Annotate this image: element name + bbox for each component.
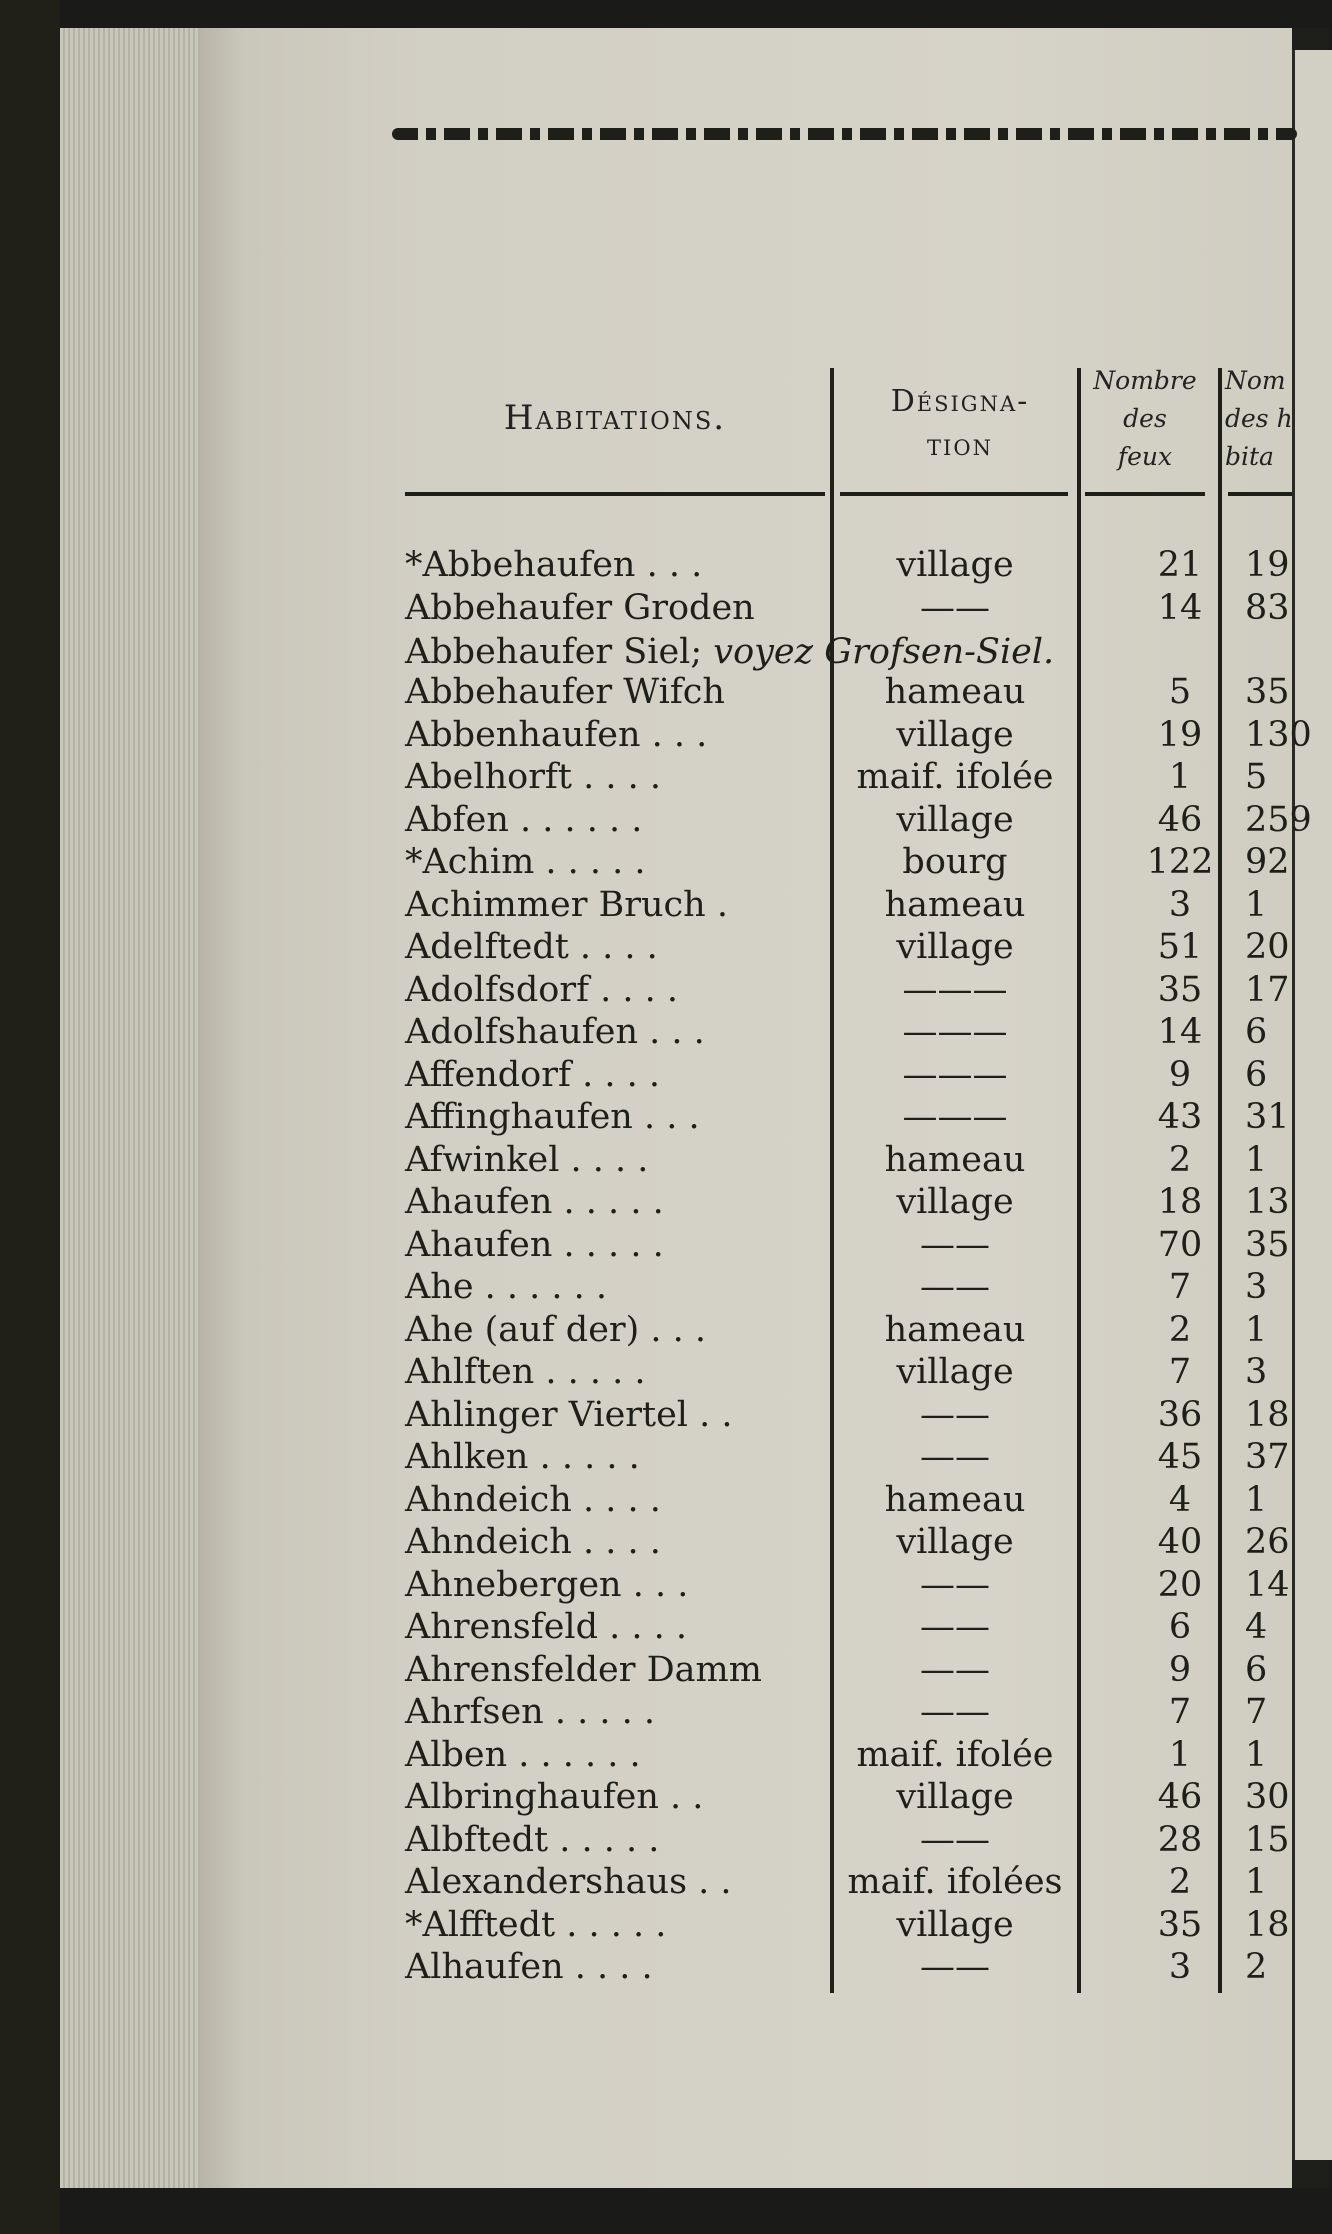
row-designation: village	[896, 799, 1014, 840]
row-designation: ——	[920, 1947, 990, 1987]
row-habitants: 6	[1245, 1054, 1268, 1095]
row-designation: ——	[920, 1607, 990, 1647]
row-designation: village	[896, 1777, 1014, 1817]
row-feux: 122	[1146, 842, 1214, 882]
row-name: Achimmer Bruch .	[405, 884, 728, 925]
row-habitants: 20	[1245, 927, 1290, 967]
table-row	[405, 1820, 1305, 1862]
row-feux: 51	[1157, 927, 1203, 967]
table-row	[405, 1650, 1305, 1692]
header-designation-line2: tion	[927, 428, 993, 463]
header-underline-3	[1085, 492, 1205, 496]
row-designation: village	[896, 714, 1014, 755]
row-designation: hameau	[884, 1479, 1026, 1520]
row-name: Ahrensfelder Damm	[405, 1649, 762, 1690]
row-habitants: 18	[1245, 1394, 1290, 1435]
table-row	[405, 1352, 1305, 1394]
row-feux: 1	[1168, 1734, 1192, 1775]
table-row	[405, 1947, 1305, 1989]
header-underline-4	[1228, 492, 1292, 496]
header-feux-line1: Nombre	[1093, 366, 1197, 395]
row-feux: 28	[1157, 1819, 1203, 1860]
row-habitants: 31	[1245, 1097, 1290, 1137]
table-row	[405, 1437, 1305, 1479]
row-name: Ahrensfeld . . . .	[405, 1607, 688, 1647]
row-habitants: 37	[1245, 1437, 1290, 1477]
row-habitants: 30	[1245, 1777, 1290, 1817]
table-row	[405, 1012, 1305, 1054]
row-feux: 40	[1157, 1522, 1203, 1562]
row-designation: hameau	[884, 1139, 1026, 1180]
row-name: Ahnebergen . . .	[405, 1564, 689, 1605]
table-row	[405, 1565, 1305, 1607]
row-name: Ahlften . . . . .	[405, 1352, 646, 1392]
row-feux: 2	[1168, 1862, 1192, 1902]
row-name: Ahaufen . . . . .	[405, 1182, 664, 1222]
table-row	[405, 1395, 1305, 1437]
row-feux: 4	[1168, 1479, 1192, 1520]
table-row	[405, 1777, 1305, 1819]
table-row	[405, 714, 1312, 757]
row-name: Ahlken . . . . .	[405, 1437, 640, 1477]
table-row	[405, 1310, 1305, 1352]
row-name: Albringhaufen . .	[405, 1777, 704, 1817]
table-row	[405, 757, 1305, 799]
row-feux: 36	[1157, 1394, 1203, 1435]
row-habitants: 19	[1245, 545, 1290, 585]
ornament-rule	[392, 128, 1297, 140]
row-name: Ahndeich . . . .	[405, 1479, 661, 1520]
table-row	[405, 1140, 1305, 1182]
header-feux-line3: feux	[1117, 442, 1173, 471]
row-designation: ———	[902, 1012, 1008, 1052]
row-designation: hameau	[884, 884, 1026, 925]
row-designation: village	[896, 1522, 1014, 1562]
row-designation: village	[896, 927, 1014, 967]
row-designation: ——	[920, 1267, 990, 1307]
table-row	[405, 1522, 1305, 1564]
row-name: Abbenhaufen . . .	[405, 714, 708, 755]
row-feux: 21	[1157, 545, 1203, 585]
header-hab-line1: Nom	[1225, 366, 1286, 395]
row-name: Abbehaufer Groden	[405, 587, 755, 628]
table-row	[405, 842, 1305, 884]
row-habitants: 2	[1245, 1947, 1268, 1987]
row-habitants: 83	[1245, 587, 1290, 628]
row-designation: ——	[920, 1819, 990, 1860]
row-feux: 19	[1157, 714, 1203, 755]
header-nombre-feux	[1085, 362, 1205, 476]
row-habitants: 259	[1245, 799, 1312, 840]
row-name: Ahe (auf der) . . .	[405, 1309, 707, 1350]
table-row	[405, 1267, 1305, 1309]
row-habitants: 5	[1245, 757, 1268, 797]
row-feux: 9	[1168, 1054, 1192, 1095]
row-feux: 43	[1157, 1097, 1203, 1137]
row-designation: ———	[902, 1097, 1008, 1137]
row-name: Alhaufen . . . .	[405, 1947, 653, 1987]
row-feux: 1	[1168, 757, 1192, 797]
header-hab-line3: bita	[1225, 442, 1274, 471]
row-designation: village	[896, 545, 1014, 585]
header-habitations: Habitations.	[503, 398, 727, 438]
row-name: Abelhorft . . . .	[405, 757, 661, 797]
row-designation: village	[896, 1182, 1014, 1222]
row-habitants: 15	[1245, 1819, 1290, 1860]
row-habitants: 1	[1245, 1139, 1268, 1180]
cross-ref-name: Abbehaufer Siel;	[405, 632, 703, 672]
row-designation: maif. ifolée	[856, 757, 1054, 797]
row-name: *Achim . . . . .	[405, 842, 646, 882]
row-habitants: 35	[1245, 672, 1290, 712]
row-designation: hameau	[884, 672, 1026, 712]
row-feux: 5	[1168, 672, 1192, 712]
row-habitants: 92	[1245, 842, 1290, 882]
table-row	[405, 1097, 1305, 1139]
row-feux: 3	[1168, 1947, 1192, 1987]
row-habitants: 26	[1245, 1522, 1290, 1562]
table-row	[405, 1607, 1305, 1649]
table-row	[405, 1480, 1305, 1522]
table-row	[405, 1182, 1305, 1224]
row-name: Alexandershaus . .	[405, 1862, 732, 1902]
row-feux: 45	[1157, 1437, 1203, 1477]
row-habitants: 1	[1245, 1309, 1268, 1350]
row-designation: ——	[920, 1437, 990, 1477]
row-habitants: 1	[1245, 884, 1268, 925]
row-designation: ———	[902, 969, 1008, 1010]
row-designation: ——	[920, 1564, 990, 1605]
table-row	[405, 927, 1305, 969]
row-feux: 6	[1168, 1607, 1192, 1647]
row-feux: 46	[1157, 1777, 1203, 1817]
row-name: Ahlinger Viertel . .	[405, 1394, 733, 1435]
row-feux: 46	[1157, 799, 1203, 840]
row-feux: 7	[1168, 1692, 1192, 1732]
header-designation	[850, 380, 1070, 468]
row-name: Affinghaufen . . .	[405, 1097, 700, 1137]
row-designation: maif. ifolées	[847, 1862, 1063, 1902]
row-feux: 9	[1168, 1649, 1192, 1690]
row-feux: 35	[1157, 1904, 1203, 1945]
row-name: Adolfsdorf . . . .	[405, 969, 679, 1010]
table-row	[405, 1692, 1305, 1734]
row-name: Abbehaufer Wifch	[405, 672, 725, 712]
cross-ref-voyez: voyez	[713, 632, 814, 672]
row-feux: 2	[1168, 1139, 1192, 1180]
row-designation: ——	[920, 1649, 990, 1690]
row-feux: 14	[1157, 1012, 1203, 1052]
row-feux: 2	[1168, 1309, 1192, 1350]
cross-ref-target: Grofsen-Siel.	[824, 632, 1055, 672]
row-designation: ——	[920, 1224, 990, 1265]
row-habitants: 4	[1245, 1607, 1268, 1647]
header-nombre-habitants	[1225, 362, 1305, 476]
row-feux: 3	[1168, 884, 1192, 925]
row-designation: ——	[920, 587, 990, 628]
row-habitants: 130	[1245, 714, 1312, 755]
row-designation: ———	[902, 1054, 1008, 1095]
table-row	[405, 970, 1305, 1012]
cross-reference	[405, 632, 1054, 672]
row-feux: 14	[1157, 587, 1203, 628]
row-habitants: 14	[1245, 1564, 1290, 1605]
row-name: Ahndeich . . . .	[405, 1522, 661, 1562]
row-habitants: 35	[1245, 1224, 1290, 1265]
row-designation: bourg	[902, 842, 1008, 882]
page-edges	[60, 28, 210, 2188]
row-designation: village	[896, 1352, 1014, 1392]
table-row	[405, 545, 1305, 587]
row-habitants: 1	[1245, 1734, 1268, 1775]
row-feux: 35	[1157, 969, 1203, 1010]
row-name: Ahe . . . . . .	[405, 1267, 608, 1307]
table-row	[405, 588, 1305, 630]
row-name: Affendorf . . . .	[405, 1054, 660, 1095]
row-name: Albftedt . . . . .	[405, 1819, 660, 1860]
row-feux: 18	[1157, 1182, 1203, 1222]
row-designation: hameau	[884, 1309, 1026, 1350]
row-habitants: 1	[1245, 1862, 1268, 1902]
header-designation-line1: Désigna-	[890, 384, 1030, 419]
row-habitants: 6	[1245, 1649, 1268, 1690]
row-designation: ——	[920, 1394, 990, 1435]
table-row	[405, 1225, 1305, 1267]
row-name: Ahrfsen . . . . .	[405, 1692, 655, 1732]
row-habitants: 3	[1245, 1352, 1268, 1392]
row-habitants: 17	[1245, 969, 1290, 1010]
row-name: Abfen . . . . . .	[405, 799, 643, 840]
table-row	[405, 1055, 1305, 1097]
header-feux-line2: des	[1123, 404, 1167, 433]
row-habitants: 13	[1245, 1182, 1290, 1222]
table-row	[405, 1862, 1305, 1904]
row-designation: maif. ifolée	[856, 1734, 1054, 1775]
row-name: Ahaufen . . . . .	[405, 1224, 664, 1265]
row-habitants: 7	[1245, 1692, 1268, 1732]
row-name: Adelftedt . . . .	[405, 927, 658, 967]
row-feux: 70	[1157, 1224, 1203, 1265]
row-designation: ——	[920, 1692, 990, 1732]
row-feux: 7	[1168, 1267, 1192, 1307]
table-row	[405, 885, 1305, 927]
row-name: *Alfftedt . . . . .	[405, 1904, 667, 1945]
row-name: Alben . . . . . .	[405, 1734, 641, 1775]
row-feux: 7	[1168, 1352, 1192, 1392]
row-designation: village	[896, 1904, 1014, 1945]
header-underline-2	[840, 492, 1068, 496]
table-row	[405, 672, 1305, 714]
row-name: *Abbehaufen . . .	[405, 545, 703, 585]
row-habitants: 3	[1245, 1267, 1268, 1307]
row-habitants: 6	[1245, 1012, 1268, 1052]
table-row	[405, 799, 1312, 842]
book-binding	[0, 0, 60, 2234]
row-name: Adolfshaufen . . .	[405, 1012, 705, 1052]
row-feux: 20	[1157, 1564, 1203, 1605]
row-habitants: 1	[1245, 1479, 1268, 1520]
table-row	[405, 1905, 1305, 1947]
row-name: Afwinkel . . . .	[405, 1139, 649, 1180]
header-underline-1	[405, 492, 825, 496]
table-row	[405, 1735, 1305, 1777]
header-hab-line2: des h	[1225, 404, 1293, 433]
row-habitants: 18	[1245, 1904, 1290, 1945]
